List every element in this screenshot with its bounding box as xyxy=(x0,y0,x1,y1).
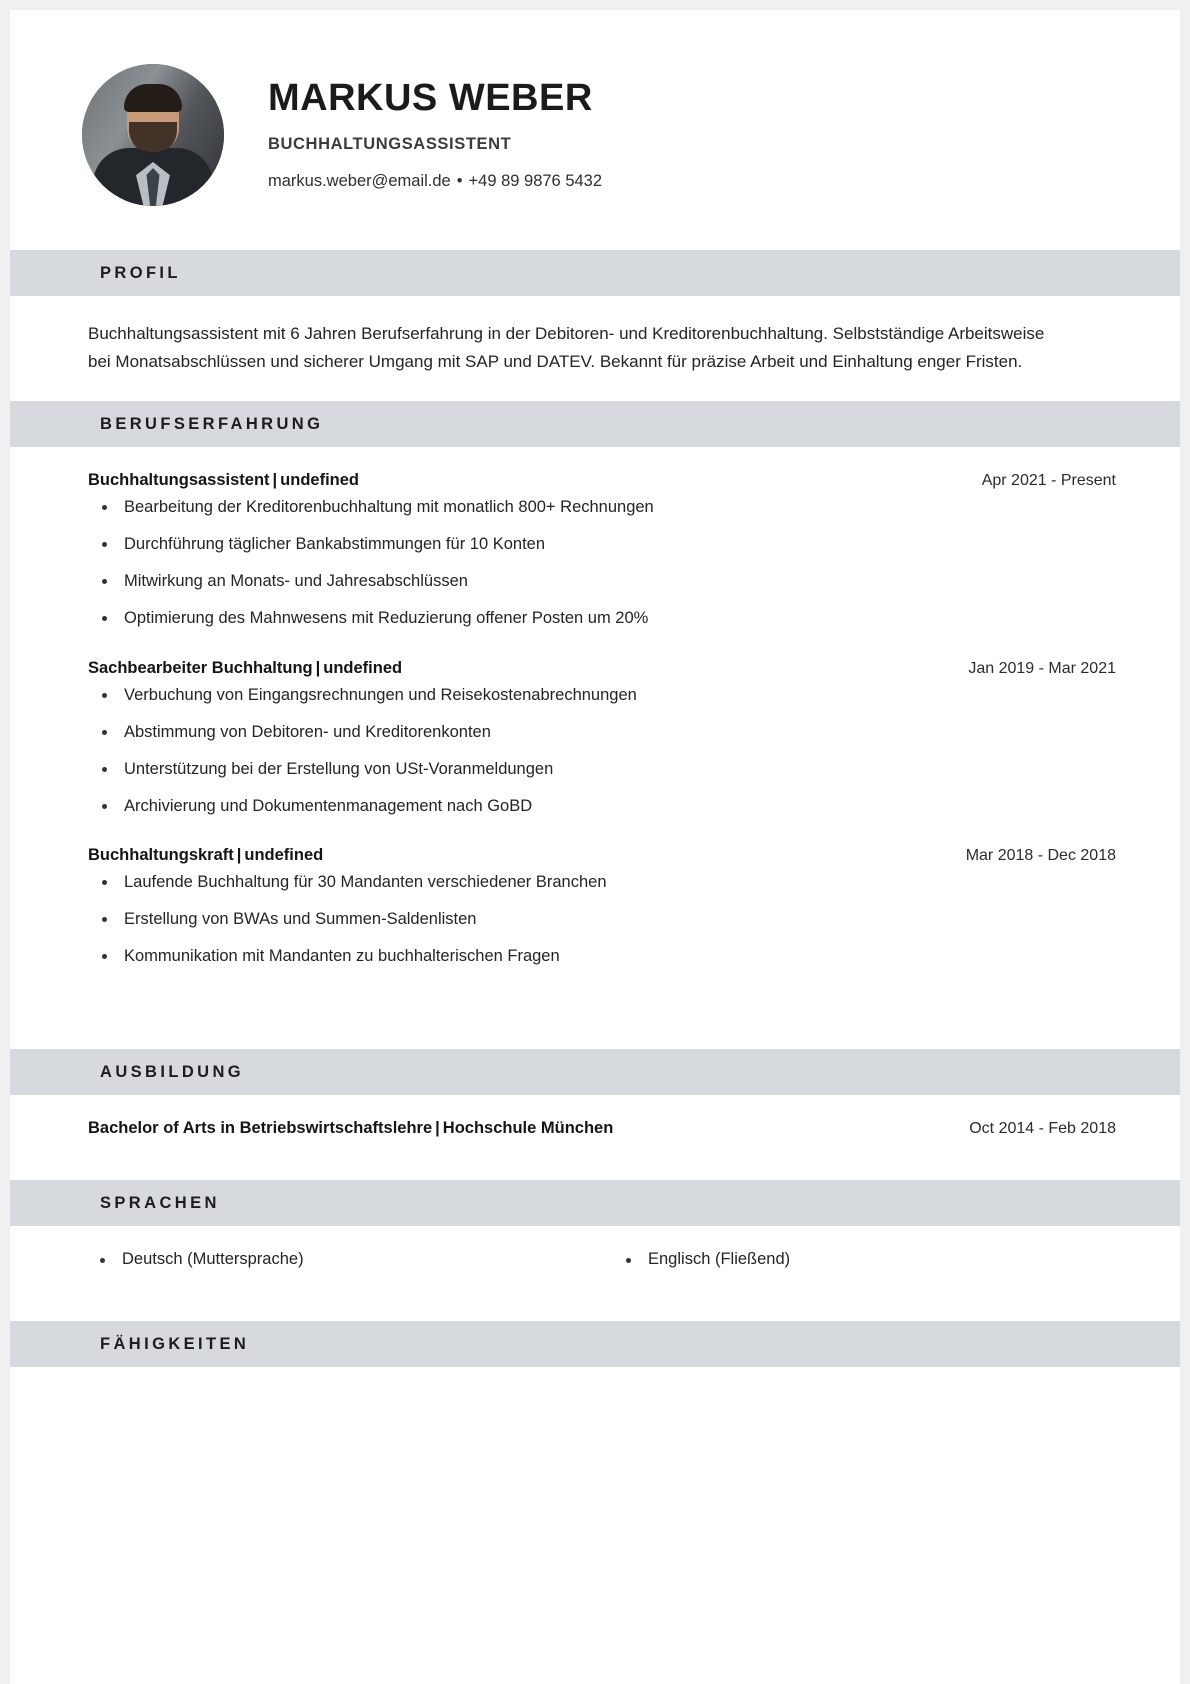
education-degree: Bachelor of Arts in Betriebswirtschaftslehre xyxy=(88,1119,433,1138)
experience-bottom-spacer xyxy=(88,997,1116,1023)
experience-bullet: Erstellung von BWAs und Summen-Saldenlisten xyxy=(88,908,1116,932)
experience-bullet: Optimierung des Mahnwesens mit Reduzierung offener Posten um 20% xyxy=(88,607,1116,631)
experience-heading xyxy=(88,659,1116,678)
section-body-education xyxy=(10,1095,1180,1180)
education-item xyxy=(88,1119,1116,1138)
education-bottom-spacer xyxy=(88,1138,1116,1154)
experience-bullet: Unterstützung bei der Erstellung von USt-Voranmeldungen xyxy=(88,758,1116,782)
contact-line xyxy=(268,172,602,191)
experience-bullets xyxy=(88,496,1116,631)
education-title xyxy=(88,1119,613,1138)
experience-dates: Jan 2019 - Mar 2021 xyxy=(968,659,1116,677)
experience-position: Buchhaltungskraft xyxy=(88,846,234,865)
experience-bullet: Laufende Buchhaltung für 30 Mandanten verschiedener Branchen xyxy=(88,871,1116,895)
candidate-role: BUCHHALTUNGSASSISTENT xyxy=(268,134,512,153)
experience-title xyxy=(88,846,323,865)
education-school: Hochschule München xyxy=(442,1119,614,1138)
section-header-experience xyxy=(10,401,1180,447)
experience-bullet: Kommunikation mit Mandanten zu buchhalterischen Fragen xyxy=(88,945,1116,969)
experience-item xyxy=(88,659,1116,819)
section-header-profile xyxy=(10,250,1180,296)
resume-header xyxy=(10,10,1180,250)
experience-bullets xyxy=(88,871,1116,969)
experience-company: undefined xyxy=(280,471,359,490)
candidate-name: MARKUS WEBER xyxy=(268,77,593,120)
experience-title xyxy=(88,659,402,678)
contact-separator: • xyxy=(456,171,463,190)
education-dates: Oct 2014 - Feb 2018 xyxy=(969,1120,1116,1138)
section-title-experience: BERUFSERFAHRUNG xyxy=(100,414,324,433)
languages-list xyxy=(88,1250,1116,1269)
experience-position: Buchhaltungsassistent xyxy=(88,471,270,490)
header-text xyxy=(268,79,602,191)
experience-bullet: Bearbeitung der Kreditorenbuchhaltung mit monatlich 800+ Rechnungen xyxy=(88,496,1116,520)
section-header-skills xyxy=(10,1321,1180,1367)
language-item: Englisch (Fließend) xyxy=(614,1250,1116,1269)
section-title-education: AUSBILDUNG xyxy=(100,1062,244,1081)
profile-summary: Buchhaltungsassistent mit 6 Jahren Berufserfahrung in der Debitoren- und Kreditorenbuchhaltung. Selbstständige Arbeitsweise bei Monatsabschlüssen und sicherer Umgang mit SAP und DATEV. Bekannt für präzise Arbeit und Einhaltung enger Fristen. xyxy=(88,324,1045,371)
experience-company: undefined xyxy=(244,846,324,865)
experience-bullet: Abstimmung von Debitoren- und Kreditorenkonten xyxy=(88,721,1116,745)
experience-heading xyxy=(88,846,1116,865)
section-header-languages xyxy=(10,1180,1180,1226)
experience-separator: | xyxy=(236,846,242,865)
experience-bullet: Verbuchung von Eingangsrechnungen und Reisekostenabrechnungen xyxy=(88,684,1116,708)
section-body-experience xyxy=(10,447,1180,1049)
section-title-skills: FÄHIGKEITEN xyxy=(100,1334,250,1353)
section-header-education xyxy=(10,1049,1180,1095)
experience-dates: Apr 2021 - Present xyxy=(981,472,1116,490)
experience-bullets xyxy=(88,684,1116,819)
experience-company: undefined xyxy=(323,658,403,677)
section-body-languages xyxy=(10,1226,1180,1321)
experience-dates: Mar 2018 - Dec 2018 xyxy=(965,847,1116,865)
experience-heading xyxy=(88,471,1116,490)
avatar-hair xyxy=(124,84,182,112)
experience-bullet: Durchführung täglicher Bankabstimmungen für 10 Konten xyxy=(88,533,1116,557)
education-separator: | xyxy=(435,1119,440,1138)
experience-separator: | xyxy=(272,471,278,490)
language-item: Deutsch (Muttersprache) xyxy=(88,1250,590,1269)
section-body-skills xyxy=(10,1367,1180,1427)
experience-title xyxy=(88,471,359,490)
experience-position: Sachbearbeiter Buchhaltung xyxy=(88,658,313,677)
experience-item xyxy=(88,471,1116,631)
resume-sheet xyxy=(10,10,1180,1684)
experience-item xyxy=(88,846,1116,969)
section-title-languages: SPRACHEN xyxy=(100,1193,220,1212)
contact-phone[interactable]: +49 89 9876 5432 xyxy=(468,171,603,190)
section-title-profile: PROFIL xyxy=(100,263,181,282)
section-body-profile xyxy=(10,296,1180,401)
experience-separator: | xyxy=(315,658,321,677)
avatar xyxy=(82,64,224,206)
languages-bottom-spacer xyxy=(88,1269,1116,1295)
experience-bullet: Archivierung und Dokumentenmanagement nach GoBD xyxy=(88,795,1116,819)
contact-email[interactable]: markus.weber@email.de xyxy=(268,171,451,190)
experience-bullet: Mitwirkung an Monats- und Jahresabschlüssen xyxy=(88,570,1116,594)
